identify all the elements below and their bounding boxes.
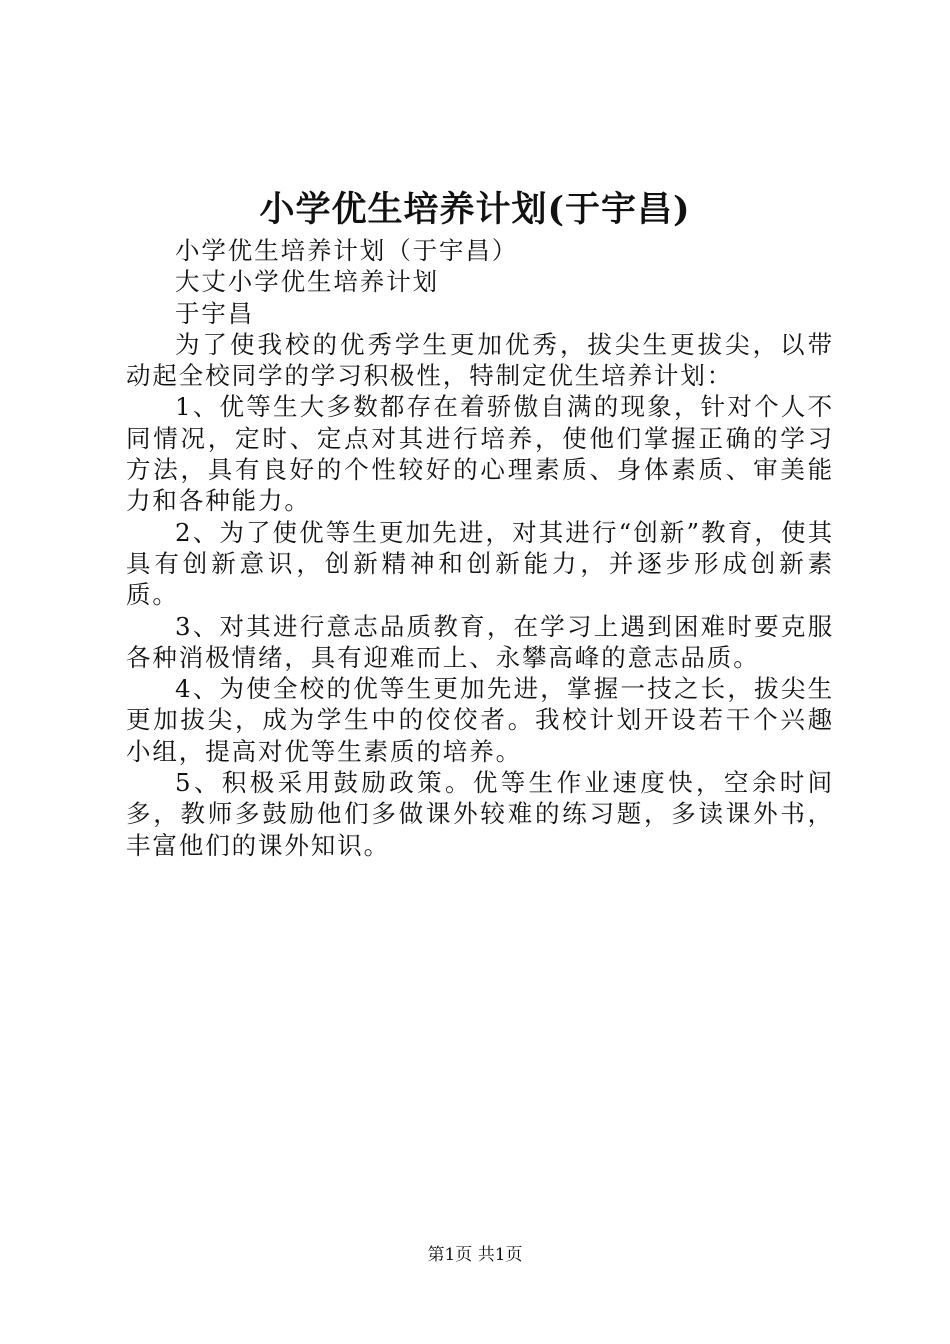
paragraph-item-2: 2、为了使优等生更加先进，对其进行“创新”教育，使其具有创新意识，创新精神和创新能力，并逐步形成创新素质。 xyxy=(126,517,834,610)
paragraph-intro: 为了使我校的优秀学生更加优秀，拔尖生更拔尖，以带动起全校同学的学习积极性，特制定优生培养计划： xyxy=(126,329,834,391)
paragraph-item-4: 4、为使全校的优等生更加先进，掌握一技之长，拔尖生更加拔尖，成为学生中的佼佼者。我校计划开设若干个兴趣小组，提高对优等生素质的培养。 xyxy=(126,674,834,766)
paragraph-school-plan: 大丈小学优生培养计划 xyxy=(175,267,439,297)
page-number-footer: 第1页 共1页 xyxy=(427,1245,523,1265)
document-body xyxy=(126,235,834,861)
document-title: 小学优生培养计划(于宇昌) xyxy=(259,189,691,230)
paragraph-item-3: 3、对其进行意志品质教育，在学习上遇到困难时要克服各种消极情绪，具有迎难而上、永攀高峰的意志品质。 xyxy=(126,611,834,672)
paragraph-item-1: 1、优等生大多数都存在着骄傲自满的现象，针对个人不同情况，定时、定点对其进行培养，使他们掌握正确的学习方法，具有良好的个性较好的心理素质、身体素质、审美能力和各种能力。 xyxy=(126,392,834,516)
paragraph-subtitle: 小学优生培养计划（于宇昌） xyxy=(175,236,519,265)
paragraph-item-5: 5、积极采用鼓励政策。优等生作业速度快，空余时间多，教师多鼓励他们多做课外较难的练习题，多读课外书，丰富他们的课外知识。 xyxy=(126,768,834,860)
paragraph-author: 于宇昌 xyxy=(175,298,255,328)
